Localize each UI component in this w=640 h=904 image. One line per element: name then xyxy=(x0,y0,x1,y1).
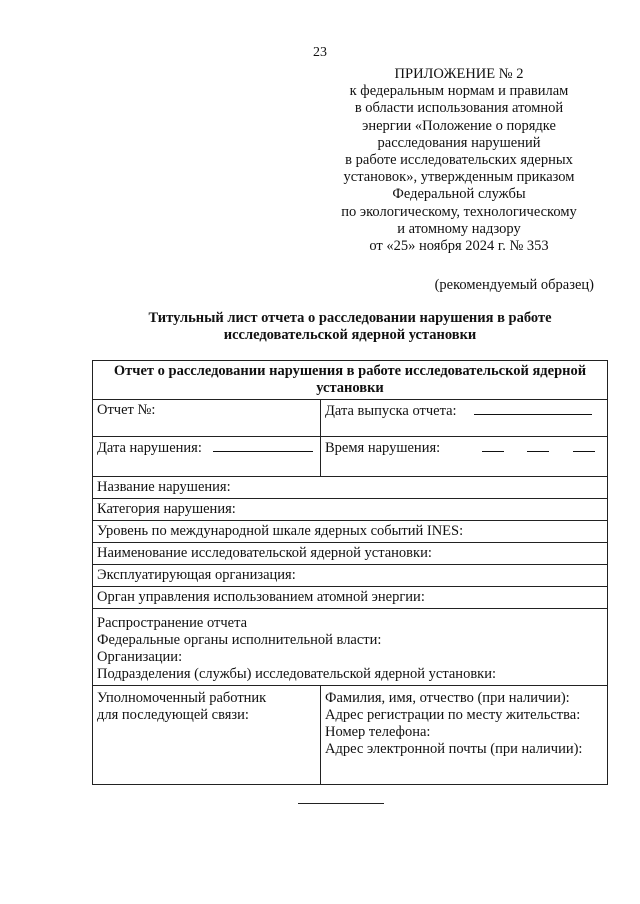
distribution-federal: Федеральные органы исполнительной власти: xyxy=(97,632,382,648)
distribution-organizations: Организации: xyxy=(97,649,183,665)
facility-name-label: Наименование исследовательской ядерной установки: xyxy=(97,545,432,561)
page-number: 23 xyxy=(313,45,327,60)
violation-time-label: Время нарушения: xyxy=(325,440,441,456)
report-form-table xyxy=(92,360,608,785)
appendix-line: в работе исследовательских ядерных xyxy=(345,152,573,169)
appendix-line: установок», утвержденным приказом xyxy=(343,169,575,186)
footer-divider xyxy=(298,803,384,804)
report-table-title: Отчет о расследовании нарушения в работе исследовательской ядерной установки xyxy=(93,361,608,400)
distribution-divisions: Подразделения (службы) исследовательской ядерной установки: xyxy=(97,666,496,682)
violation-category-label: Категория нарушения: xyxy=(97,501,236,517)
appendix-line: к федеральным нормам и правилам xyxy=(349,83,569,100)
sample-note: (рекомендуемый образец) xyxy=(434,277,594,293)
contact-person-cell xyxy=(93,686,321,785)
authority-label: Орган управления использованием атомной энергии: xyxy=(97,589,425,605)
distribution-cell xyxy=(93,609,608,686)
report-number-label: Отчет №: xyxy=(97,402,156,418)
appendix-line: расследования нарушений xyxy=(377,134,541,151)
issue-date-label: Дата выпуска отчета: xyxy=(325,403,457,419)
violation-date-label: Дата нарушения: xyxy=(97,440,202,456)
appendix-line: ПРИЛОЖЕНИЕ № 2 xyxy=(394,66,524,82)
violation-time-blank xyxy=(482,439,504,452)
violation-date-cell xyxy=(93,437,321,477)
heading-line: Титульный лист отчета о расследовании нарушения в работе xyxy=(148,310,552,326)
contact-person-label: для последующей связи: xyxy=(97,707,249,723)
facility-name-cell xyxy=(93,543,608,565)
violation-category-cell xyxy=(93,499,608,521)
contact-phone-label: Номер телефона: xyxy=(325,724,431,740)
violation-time-cell xyxy=(321,437,608,477)
heading-line: исследовательской ядерной установки xyxy=(223,327,477,343)
issue-date-cell xyxy=(321,400,608,437)
issue-date-blank xyxy=(474,402,592,415)
violation-time-blank xyxy=(527,439,549,452)
contact-email-label: Адрес электронной почты (при наличии): xyxy=(325,741,583,757)
violation-name-label: Название нарушения: xyxy=(97,479,231,495)
violation-date-blank xyxy=(213,439,313,452)
contact-details-cell xyxy=(321,686,608,785)
appendix-line: Федеральной службы xyxy=(392,186,526,203)
operator-label: Эксплуатирующая организация: xyxy=(97,567,296,583)
report-number-cell xyxy=(93,400,321,437)
document-heading xyxy=(90,310,610,344)
contact-address-label: Адрес регистрации по месту жительства: xyxy=(325,707,581,723)
appendix-block xyxy=(320,66,598,255)
appendix-line: энергии «Положение о порядке xyxy=(362,117,556,134)
ines-level-cell xyxy=(93,521,608,543)
appendix-line: от «25» ноября 2024 г. № 353 xyxy=(369,238,549,255)
ines-level-label: Уровень по международной шкале ядерных событий INES: xyxy=(97,523,464,539)
appendix-line: по экологическому, технологическому xyxy=(341,203,577,220)
contact-person-label: Уполномоченный работник xyxy=(97,690,267,706)
authority-cell xyxy=(93,587,608,609)
violation-time-blank xyxy=(573,439,595,452)
violation-name-cell xyxy=(93,477,608,499)
operator-cell xyxy=(93,565,608,587)
contact-fio-label: Фамилия, имя, отчество (при наличии): xyxy=(325,690,570,706)
appendix-line: и атомному надзору xyxy=(397,220,521,237)
distribution-title: Распространение отчета xyxy=(97,615,248,631)
appendix-line: в области использования атомной xyxy=(354,100,564,117)
